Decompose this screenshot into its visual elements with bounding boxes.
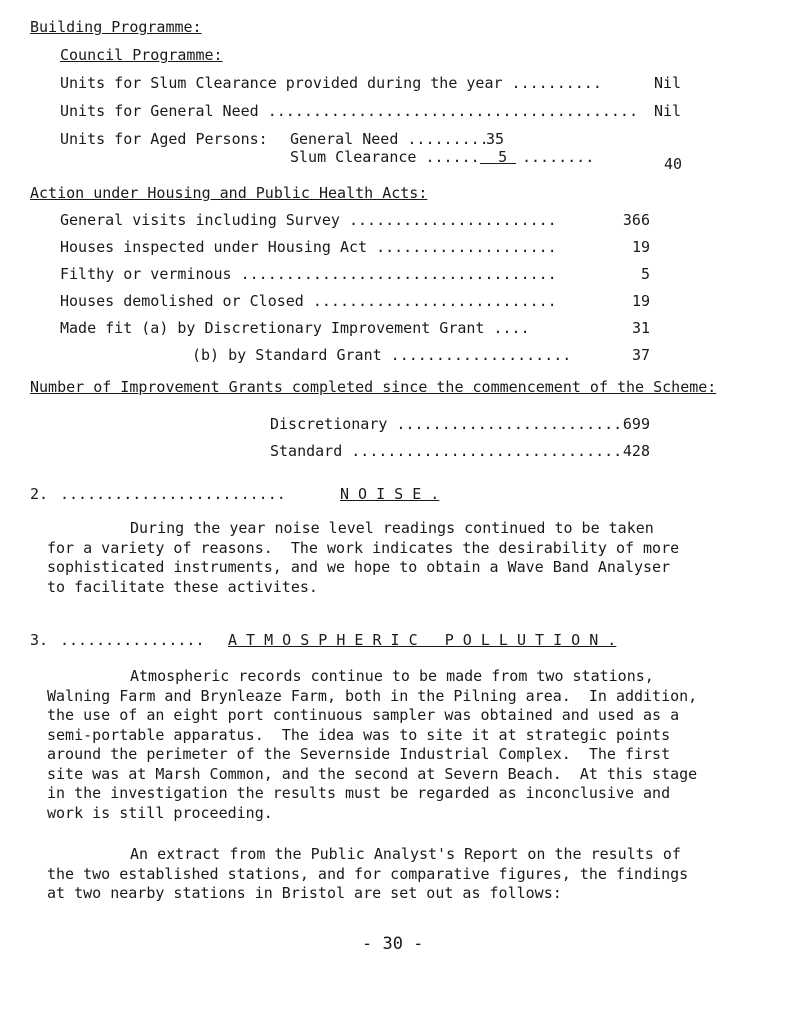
aged-slum-dots: ........ bbox=[522, 148, 595, 166]
grants-discretionary-label: Discretionary ......................... bbox=[270, 415, 623, 433]
page-number: - 30 - bbox=[362, 934, 424, 954]
text-line: at two nearby stations in Bristol are set out as follows: bbox=[47, 884, 562, 902]
text-line: semi-portable apparatus. The idea was to site it at strategic points bbox=[47, 725, 671, 744]
pollution-paragraph-1 bbox=[47, 667, 746, 823]
grants-discretionary-value: 699 bbox=[622, 415, 650, 433]
slum-units-label: Units for Slum Clearance provided during the year .......... bbox=[60, 74, 602, 92]
action-row-label: Filthy or verminous ................................... bbox=[60, 265, 557, 283]
noise-section-number: 2. bbox=[30, 485, 49, 503]
text-line: sophisticated instruments, and we hope to obtain a Wave Band Analyser bbox=[47, 558, 671, 576]
text-line: to facilitate these activites. bbox=[47, 577, 318, 596]
text-line: the use of an eight port continuous sampler was obtained and used as a bbox=[47, 706, 680, 724]
grants-standard-label: Standard .............................. bbox=[270, 442, 623, 460]
action-row-label: Made fit (a) by Discretionary Improvement Grant .... bbox=[60, 319, 530, 337]
action-row-label: Houses inspected under Housing Act .................... bbox=[60, 238, 557, 256]
building-programme-heading: Building Programme: bbox=[30, 18, 202, 36]
aged-slum-label: Slum Clearance ...... bbox=[290, 148, 480, 166]
text-line: Atmospheric records continue to be made from two stations, bbox=[130, 667, 654, 685]
action-row-value: 5 bbox=[640, 265, 650, 283]
general-units-value: Nil bbox=[654, 102, 682, 120]
action-row-value: 19 bbox=[631, 292, 650, 310]
text-line: for a variety of reasons. The work indicates the desirability of more bbox=[47, 538, 680, 557]
aged-units-label: Units for Aged Persons: bbox=[60, 130, 268, 148]
pollution-title: A T M O S P H E R I C P O L L U T I O N . bbox=[228, 631, 617, 649]
noise-title: N O I S E . bbox=[340, 485, 440, 503]
grants-standard-value: 428 bbox=[622, 442, 650, 460]
pollution-paragraph-2 bbox=[47, 845, 746, 904]
action-row-label: (b) by Standard Grant .................... bbox=[192, 346, 572, 364]
text-line: site was at Marsh Common, and the second at Severn Beach. At this stage bbox=[47, 764, 698, 783]
noise-paragraph bbox=[47, 519, 746, 597]
action-row-value: 31 bbox=[631, 319, 650, 337]
text-line: the two established stations, and for comparative figures, the findings bbox=[47, 864, 689, 883]
text-line: Walning Farm and Brynleaze Farm, both in the Pilning area. In addition, bbox=[47, 686, 698, 705]
action-heading: Action under Housing and Public Health Acts: bbox=[30, 184, 428, 202]
aged-general-label: General Need ......... bbox=[290, 130, 489, 148]
text-line: An extract from the Public Analyst's Report on the results of bbox=[130, 845, 681, 863]
pollution-section-number: 3. bbox=[30, 631, 49, 649]
action-row-value: 366 bbox=[622, 211, 650, 229]
aged-general-value: 35 bbox=[486, 130, 505, 148]
council-programme-heading: Council Programme: bbox=[60, 46, 223, 64]
noise-leader-dots: ......................... bbox=[60, 485, 286, 503]
action-row-label: General visits including Survey ....................... bbox=[60, 211, 557, 229]
aged-total-value: 40 bbox=[664, 155, 683, 173]
text-line: work is still proceeding. bbox=[47, 803, 273, 822]
text-line: During the year noise level readings continued to be taken bbox=[130, 519, 654, 537]
grants-heading: Number of Improvement Grants completed since the commencement of the Scheme: bbox=[30, 378, 717, 396]
action-row-value: 37 bbox=[631, 346, 650, 364]
aged-slum-value: 5 bbox=[498, 148, 508, 166]
pollution-leader-dots: ................ bbox=[60, 631, 205, 649]
text-line: in the investigation the results must be regarded as inconclusive and bbox=[47, 784, 671, 802]
action-row-label: Houses demolished or Closed ........................... bbox=[60, 292, 557, 310]
slum-units-value: Nil bbox=[654, 74, 682, 92]
text-line: around the perimeter of the Severnside Industrial Complex. The first bbox=[47, 745, 671, 763]
action-row-value: 19 bbox=[631, 238, 650, 256]
general-units-label: Units for General Need ......................................... bbox=[60, 102, 638, 120]
